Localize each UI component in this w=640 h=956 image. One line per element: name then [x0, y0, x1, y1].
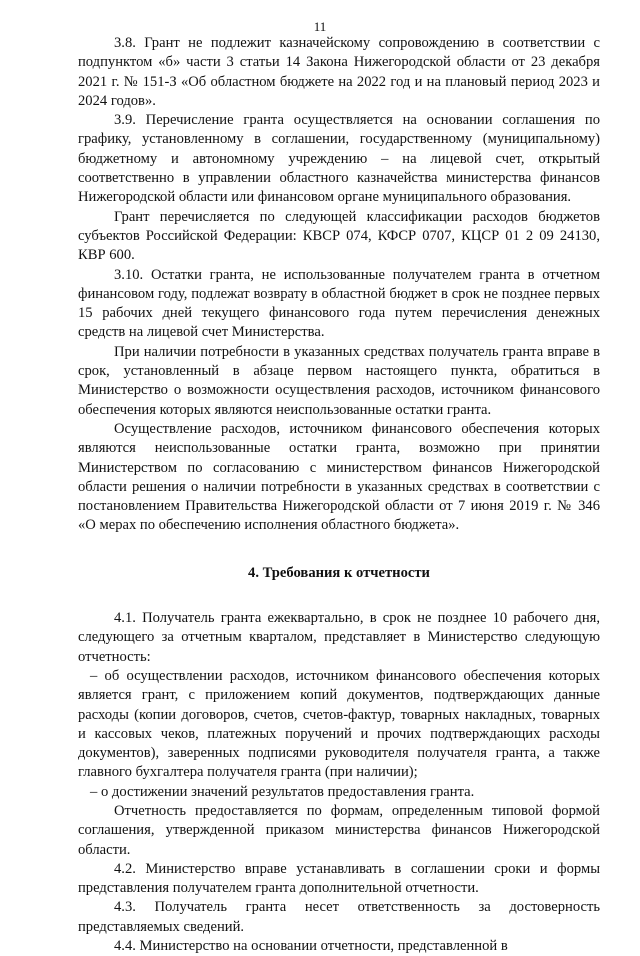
paragraph-4-4: 4.4. Министерство на основании отчетности, представленной в: [114, 938, 508, 955]
paragraph-3-9: 3.9. Перечисление гранта осуществляется на основании соглашения по графику, установленному в соглашении, государственному (муниципальному) бюджетному и автономному учреждению – на лицевой счет, открытый соответственно в управлении областного казначейства министерства финансов Нижегородской области или финансовом органе муниципального образования.: [78, 112, 600, 206]
paragraph-4-2: 4.2. Министерство вправе устанавливать в соглашении сроки и формы представления получателем гранта дополнительной отчетности.: [78, 860, 600, 897]
paragraph-4-3: 4.3. Получатель гранта несет ответственность за достоверность представляемых сведений.: [78, 899, 600, 935]
list-item: – о достижении значений результатов предоставления гранта.: [90, 783, 475, 800]
paragraph-4-1: 4.1. Получатель гранта ежеквартально, в срок не позднее 10 рабочего дня, следующего за отчетным кварталом, представляет в Министерство следующую отчетность:: [78, 610, 600, 665]
paragraph-report-forms: Отчетность предоставляется по формам, определенным типовой формой соглашения, утвержденной приказом министерства финансов Нижегородской области.: [78, 802, 600, 858]
paragraph-3-8: 3.8. Грант не подлежит казначейскому сопровождению в соответствии с подпунктом «б» части 3 статьи 14 Закона Нижегородской области от 23 декабря 2021 г. № 151-З «Об областном бюджете на 2022 год и на плановый период 2023 и 2024 годов».: [78, 35, 600, 109]
page-number: 11: [313, 19, 327, 34]
paragraph-3-10: 3.10. Остатки гранта, не использованные получателем гранта в отчетном финансовом году, подлежат возврату в областной бюджет в срок не позднее первых 15 рабочих дней текущего финансового года путем перечисления денежных средств на лицевой счет Министерства.: [78, 266, 600, 341]
document-body: [78, 34, 600, 956]
paragraph-classification: Грант перечисляется по следующей классификации расходов бюджетов субъектов Российской Федерации: КВСР 074, КФСР 0707, КЦСР 01 2 09 24130, КВР 600.: [78, 208, 600, 264]
paragraph-expenses: Осуществление расходов, источником финансового обеспечения которых являются неиспользованные остатки гранта, возможно при принятии Министерством по согласованию с министерством финансов Нижегородской области решения о наличии потребности в указанных средствах в соответствии с постановлением Правительства Нижегородской области от 7 июня 2019 г. № 346 «О мерах по обеспечению исполнения областного бюджета».: [78, 420, 600, 534]
list-item: – об осуществлении расходов, источником финансового обеспечения которых является грант, с приложением копий документов, подтверждающих данные расходы (копии договоров, счетов, счетов-фактур, товарных накладных, товарных и кассовых чеков, платежных поручений и прочих подтверждающих расходы документов), заверенных подписями руководителя получателя гранта, а также главного бухгалтера получателя гранта (при наличии);: [78, 667, 600, 781]
section-heading: 4. Требования к отчетности: [248, 564, 430, 581]
paragraph-need: При наличии потребности в указанных средствах получатель гранта вправе в срок, установленный в абзаце первом настоящего пункта, обратиться в Министерство о возможности осуществления расходов, источником финансового обеспечения которых являются неиспользованные остатки гранта.: [78, 343, 600, 418]
